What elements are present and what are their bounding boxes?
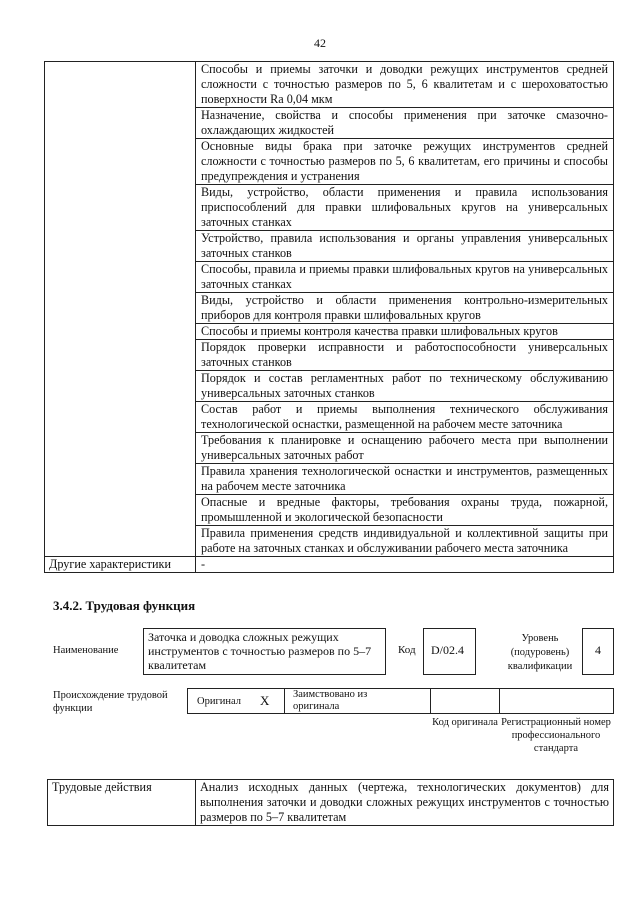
knowledge-item: Способы, правила и приемы правки шлифовальных кругов на универсальных заточных станках xyxy=(196,262,614,293)
origin-label: Происхождение трудовой функции xyxy=(53,690,168,714)
code-label: Код xyxy=(398,644,416,656)
original-mark: X xyxy=(260,693,270,708)
knowledge-item: Назначение, свойства и способы применения при заточке смазочно-охлаждающих жидкостей xyxy=(196,108,614,139)
registration-number-label: Регистрационный номер профессионального стандарта xyxy=(501,717,611,754)
qualification-level-label: Уровень (подуровень) квалификации xyxy=(507,633,573,672)
function-name-box: Заточка и доводка сложных режущих инструментов с точностью размеров по 5–7 квалитетам xyxy=(143,628,386,675)
code-original-label: Код оригинала xyxy=(432,717,498,728)
labor-actions-table xyxy=(47,779,614,826)
qualification-level-box: 4 xyxy=(582,628,614,675)
knowledge-item: Состав работ и приемы выполнения технического обслуживания технологической оснастки, размещенной на рабочем месте заточника xyxy=(196,402,614,433)
origin-divider xyxy=(284,689,285,713)
knowledge-table xyxy=(44,61,614,573)
knowledge-item: Опасные и вредные факторы, требования охраны труда, пожарной, промышленной и экологической безопасности xyxy=(196,495,614,526)
knowledge-item: Способы и приемы заточки и доводки режущих инструментов средней сложности с точностью размеров по 5, 6 квалитетам и с шероховатостью поверхности Ra 0,04 мкм xyxy=(196,62,614,108)
origin-divider xyxy=(499,689,500,713)
knowledge-item: Порядок и состав регламентных работ по техническому обслуживанию универсальных заточных станков xyxy=(196,371,614,402)
labor-action-item: Анализ исходных данных (чертежа, технологических документов) для выполнения заточки и доводки сложных режущих инструментов с точностью размеров по 5–7 квалитетам xyxy=(196,780,614,826)
borrowed-label: Заимствовано из оригинала xyxy=(293,689,368,712)
section-title: 3.4.2. Трудовая функция xyxy=(53,598,196,613)
origin-divider xyxy=(430,689,431,713)
other-characteristics-row xyxy=(45,557,614,573)
labor-actions-label: Трудовые действия xyxy=(48,780,196,826)
other-characteristics-value: - xyxy=(196,557,614,573)
knowledge-row-first xyxy=(45,62,614,108)
knowledge-item: Требования к планировке и оснащению рабочего места при выполнении универсальных заточных работ xyxy=(196,433,614,464)
function-code-box: D/02.4 xyxy=(423,628,476,675)
name-label: Наименование xyxy=(53,645,119,656)
knowledge-item: Основные виды брака при заточке режущих инструментов средней сложности с точностью размеров по 5, 6 квалитетам, его причины и способы предупреждения и устранения xyxy=(196,139,614,185)
labor-actions-row xyxy=(48,780,614,826)
knowledge-label-cell xyxy=(45,62,196,557)
knowledge-item: Устройство, правила использования и органы управления универсальных заточных станков xyxy=(196,231,614,262)
knowledge-item: Способы и приемы контроля качества правки шлифовальных кругов xyxy=(196,324,614,340)
knowledge-item: Порядок проверки исправности и работоспособности универсальных заточных станков xyxy=(196,340,614,371)
knowledge-item: Правила хранения технологической оснастки и инструментов, размещенных на рабочем месте заточника xyxy=(196,464,614,495)
page-number: 42 xyxy=(314,36,326,50)
knowledge-item: Виды, устройство, области применения и правила использования приспособлений для правки шлифовальных кругов на универсальных заточных станках xyxy=(196,185,614,231)
original-label: Оригинал xyxy=(197,696,241,707)
knowledge-item: Правила применения средств индивидуальной и коллективной защиты при работе на заточных станках и обслуживании рабочего места заточника xyxy=(196,526,614,557)
other-characteristics-label: Другие характеристики xyxy=(45,557,196,573)
knowledge-item: Виды, устройство и области применения контрольно-измерительных приборов для контроля правки шлифовальных кругов xyxy=(196,293,614,324)
